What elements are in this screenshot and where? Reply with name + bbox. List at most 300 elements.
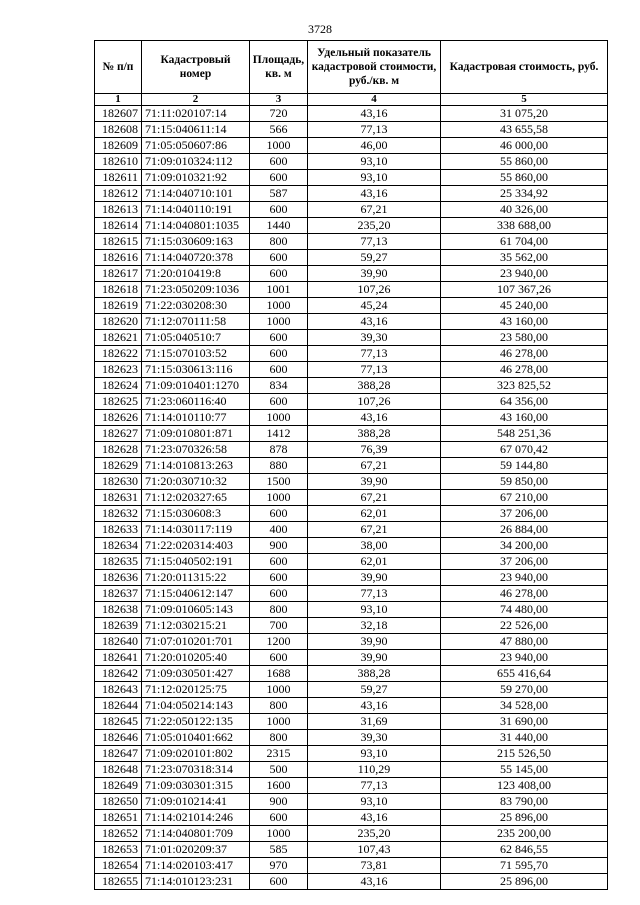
area: 600 [250, 250, 308, 266]
row-index: 182642 [95, 666, 142, 682]
unit-value: 46,00 [308, 138, 441, 154]
header-area: Площадь, кв. м [250, 41, 308, 94]
unit-value: 43,16 [308, 810, 441, 826]
cadastral-value: 31 075,20 [441, 106, 608, 122]
cadastral-number: 71:14:010110:77 [142, 410, 250, 426]
cadastral-value: 548 251,36 [441, 426, 608, 442]
table-row [95, 362, 608, 378]
area: 834 [250, 378, 308, 394]
cadastral-value: 43 160,00 [441, 314, 608, 330]
header-row [95, 41, 608, 94]
unit-value: 39,30 [308, 330, 441, 346]
cadastral-value: 64 356,00 [441, 394, 608, 410]
cadastral-number: 71:15:030609:163 [142, 234, 250, 250]
unit-value: 107,43 [308, 842, 441, 858]
cadastral-number: 71:23:070318:314 [142, 762, 250, 778]
unit-value: 388,28 [308, 426, 441, 442]
cadastral-number: 71:14:010813:263 [142, 458, 250, 474]
unit-value: 39,90 [308, 570, 441, 586]
table-row [95, 602, 608, 618]
area: 1000 [250, 490, 308, 506]
cadastral-number: 71:15:030613:116 [142, 362, 250, 378]
cadastral-number: 71:14:021014:246 [142, 810, 250, 826]
table-row [95, 266, 608, 282]
row-index: 182630 [95, 474, 142, 490]
cadastral-number: 71:12:020327:65 [142, 490, 250, 506]
cadastral-value: 47 880,00 [441, 634, 608, 650]
cadastral-value: 46 278,00 [441, 362, 608, 378]
area: 500 [250, 762, 308, 778]
area: 600 [250, 202, 308, 218]
cadastral-number: 71:09:010401:1270 [142, 378, 250, 394]
unit-value: 43,16 [308, 106, 441, 122]
table-row [95, 762, 608, 778]
unit-value: 77,13 [308, 362, 441, 378]
row-index: 182637 [95, 586, 142, 602]
row-index: 182618 [95, 282, 142, 298]
row-index: 182640 [95, 634, 142, 650]
row-index: 182610 [95, 154, 142, 170]
cadastral-number: 71:14:040710:101 [142, 186, 250, 202]
row-index: 182635 [95, 554, 142, 570]
row-index: 182638 [95, 602, 142, 618]
area: 800 [250, 698, 308, 714]
cadastral-number: 71:09:010605:143 [142, 602, 250, 618]
cadastral-value: 22 526,00 [441, 618, 608, 634]
unit-value: 59,27 [308, 250, 441, 266]
area: 800 [250, 730, 308, 746]
table-row [95, 794, 608, 810]
cadastral-number: 71:12:070111:58 [142, 314, 250, 330]
area: 1500 [250, 474, 308, 490]
unit-value: 76,39 [308, 442, 441, 458]
cadastral-number: 71:05:040510:7 [142, 330, 250, 346]
cadastral-number: 71:22:030208:30 [142, 298, 250, 314]
cadastral-value: 34 528,00 [441, 698, 608, 714]
cadastral-value: 25 334,92 [441, 186, 608, 202]
unit-value: 388,28 [308, 378, 441, 394]
unit-value: 67,21 [308, 202, 441, 218]
unit-value: 32,18 [308, 618, 441, 634]
row-index: 182623 [95, 362, 142, 378]
cadastral-number: 71:11:020107:14 [142, 106, 250, 122]
area: 600 [250, 554, 308, 570]
unit-value: 43,16 [308, 698, 441, 714]
cadastral-value: 61 704,00 [441, 234, 608, 250]
cadastral-number: 71:20:010419:8 [142, 266, 250, 282]
table-row [95, 234, 608, 250]
area: 600 [250, 570, 308, 586]
cadastral-number: 71:20:011315:22 [142, 570, 250, 586]
unit-value: 45,24 [308, 298, 441, 314]
unit-value: 39,90 [308, 650, 441, 666]
cadastral-value: 74 480,00 [441, 602, 608, 618]
row-index: 182620 [95, 314, 142, 330]
cadastral-number: 71:15:070103:52 [142, 346, 250, 362]
row-index: 182611 [95, 170, 142, 186]
unit-value: 38,00 [308, 538, 441, 554]
cadastral-value: 37 206,00 [441, 554, 608, 570]
unit-value: 110,29 [308, 762, 441, 778]
header-unit-value: Удельный показатель кадастровой стоимости, руб./кв. м [308, 41, 441, 94]
cadastral-number: 71:14:040110:191 [142, 202, 250, 218]
table-row [95, 474, 608, 490]
area: 900 [250, 794, 308, 810]
table-row [95, 506, 608, 522]
row-index: 182619 [95, 298, 142, 314]
row-index: 182629 [95, 458, 142, 474]
area: 600 [250, 346, 308, 362]
cadastral-number: 71:15:030608:3 [142, 506, 250, 522]
table-row [95, 426, 608, 442]
table-row [95, 138, 608, 154]
cadastral-value: 55 860,00 [441, 154, 608, 170]
table-row [95, 410, 608, 426]
area: 800 [250, 234, 308, 250]
table-row [95, 810, 608, 826]
cadastral-number: 71:23:060116:40 [142, 394, 250, 410]
area: 1000 [250, 410, 308, 426]
area: 1688 [250, 666, 308, 682]
cadastral-number: 71:07:010201:701 [142, 634, 250, 650]
cadastral-number: 71:14:020103:417 [142, 858, 250, 874]
table-row [95, 218, 608, 234]
unit-value: 235,20 [308, 826, 441, 842]
cadastral-number: 71:09:010801:871 [142, 426, 250, 442]
unit-value: 235,20 [308, 218, 441, 234]
row-index: 182621 [95, 330, 142, 346]
column-number: 3 [250, 94, 308, 106]
column-number: 1 [95, 94, 142, 106]
area: 1412 [250, 426, 308, 442]
table-row [95, 570, 608, 586]
row-index: 182617 [95, 266, 142, 282]
cadastral-number: 71:20:010205:40 [142, 650, 250, 666]
area: 970 [250, 858, 308, 874]
area: 566 [250, 122, 308, 138]
area: 600 [250, 170, 308, 186]
unit-value: 67,21 [308, 522, 441, 538]
area: 720 [250, 106, 308, 122]
header-cadastral-value: Кадастровая стоимость, руб. [441, 41, 608, 94]
row-index: 182626 [95, 410, 142, 426]
table-row [95, 442, 608, 458]
unit-value: 107,26 [308, 394, 441, 410]
area: 1000 [250, 298, 308, 314]
cadastral-value: 67 210,00 [441, 490, 608, 506]
table-row [95, 730, 608, 746]
row-index: 182628 [95, 442, 142, 458]
unit-value: 43,16 [308, 410, 441, 426]
area: 1200 [250, 634, 308, 650]
table-row [95, 186, 608, 202]
row-index: 182643 [95, 682, 142, 698]
row-index: 182615 [95, 234, 142, 250]
cadastral-number: 71:09:010324:112 [142, 154, 250, 170]
area: 600 [250, 874, 308, 890]
cadastral-value: 23 580,00 [441, 330, 608, 346]
row-index: 182631 [95, 490, 142, 506]
unit-value: 107,26 [308, 282, 441, 298]
unit-value: 73,81 [308, 858, 441, 874]
row-index: 182649 [95, 778, 142, 794]
row-index: 182652 [95, 826, 142, 842]
cadastral-number: 71:09:030501:427 [142, 666, 250, 682]
cadastral-value: 45 240,00 [441, 298, 608, 314]
area: 585 [250, 842, 308, 858]
cadastral-table [94, 40, 608, 890]
cadastral-value: 35 562,00 [441, 250, 608, 266]
cadastral-value: 23 940,00 [441, 650, 608, 666]
cadastral-value: 40 326,00 [441, 202, 608, 218]
table-row [95, 858, 608, 874]
cadastral-value: 338 688,00 [441, 218, 608, 234]
table-row [95, 586, 608, 602]
table-row [95, 282, 608, 298]
cadastral-number: 71:12:030215:21 [142, 618, 250, 634]
area: 600 [250, 154, 308, 170]
table-row [95, 698, 608, 714]
unit-value: 67,21 [308, 490, 441, 506]
row-index: 182645 [95, 714, 142, 730]
cadastral-number: 71:04:050214:143 [142, 698, 250, 714]
table-row [95, 330, 608, 346]
table-row [95, 202, 608, 218]
cadastral-value: 23 940,00 [441, 570, 608, 586]
cadastral-value: 62 846,55 [441, 842, 608, 858]
column-number-row [95, 94, 608, 106]
cadastral-number: 71:20:030710:32 [142, 474, 250, 490]
unit-value: 93,10 [308, 170, 441, 186]
row-index: 182650 [95, 794, 142, 810]
cadastral-value: 235 200,00 [441, 826, 608, 842]
cadastral-number: 71:14:010123:231 [142, 874, 250, 890]
cadastral-value: 67 070,42 [441, 442, 608, 458]
cadastral-number: 71:22:050122:135 [142, 714, 250, 730]
area: 600 [250, 586, 308, 602]
row-index: 182644 [95, 698, 142, 714]
row-index: 182616 [95, 250, 142, 266]
table-row [95, 874, 608, 890]
table-row [95, 106, 608, 122]
unit-value: 43,16 [308, 874, 441, 890]
table-row [95, 522, 608, 538]
table-row [95, 458, 608, 474]
table-body [95, 106, 608, 890]
table-row [95, 314, 608, 330]
cadastral-number: 71:14:040801:709 [142, 826, 250, 842]
cadastral-value: 83 790,00 [441, 794, 608, 810]
table-row [95, 298, 608, 314]
area: 600 [250, 810, 308, 826]
row-index: 182614 [95, 218, 142, 234]
area: 1000 [250, 714, 308, 730]
area: 880 [250, 458, 308, 474]
area: 2315 [250, 746, 308, 762]
area: 600 [250, 362, 308, 378]
unit-value: 77,13 [308, 234, 441, 250]
table-row [95, 378, 608, 394]
table-row [95, 714, 608, 730]
cadastral-value: 55 860,00 [441, 170, 608, 186]
area: 1000 [250, 138, 308, 154]
area: 878 [250, 442, 308, 458]
header-cadastral-number: Кадастровый номер [142, 41, 250, 94]
page-number: 3728 [308, 22, 332, 36]
row-index: 182625 [95, 394, 142, 410]
table-row [95, 778, 608, 794]
cadastral-value: 46 278,00 [441, 346, 608, 362]
row-index: 182622 [95, 346, 142, 362]
cadastral-value: 55 145,00 [441, 762, 608, 778]
row-index: 182654 [95, 858, 142, 874]
row-index: 182624 [95, 378, 142, 394]
cadastral-value: 25 896,00 [441, 874, 608, 890]
cadastral-number: 71:22:020314:403 [142, 538, 250, 554]
unit-value: 39,30 [308, 730, 441, 746]
cadastral-number: 71:12:020125:75 [142, 682, 250, 698]
cadastral-value: 46 278,00 [441, 586, 608, 602]
area: 1600 [250, 778, 308, 794]
area: 600 [250, 330, 308, 346]
row-index: 182634 [95, 538, 142, 554]
row-index: 182612 [95, 186, 142, 202]
area: 400 [250, 522, 308, 538]
unit-value: 67,21 [308, 458, 441, 474]
unit-value: 39,90 [308, 474, 441, 490]
table-row [95, 746, 608, 762]
table-row [95, 122, 608, 138]
row-index: 182647 [95, 746, 142, 762]
area: 900 [250, 538, 308, 554]
table-row [95, 826, 608, 842]
cadastral-number: 71:05:050607:86 [142, 138, 250, 154]
area: 600 [250, 266, 308, 282]
column-number: 2 [142, 94, 250, 106]
cadastral-number: 71:14:040801:1035 [142, 218, 250, 234]
table-row [95, 490, 608, 506]
table-row [95, 634, 608, 650]
cadastral-value: 34 200,00 [441, 538, 608, 554]
cadastral-number: 71:09:020101:802 [142, 746, 250, 762]
area: 600 [250, 650, 308, 666]
unit-value: 62,01 [308, 506, 441, 522]
unit-value: 93,10 [308, 794, 441, 810]
cadastral-value: 31 440,00 [441, 730, 608, 746]
unit-value: 39,90 [308, 266, 441, 282]
cadastral-value: 37 206,00 [441, 506, 608, 522]
cadastral-value: 46 000,00 [441, 138, 608, 154]
cadastral-number: 71:09:010214:41 [142, 794, 250, 810]
cadastral-number: 71:15:040612:147 [142, 586, 250, 602]
header-index: № п/п [95, 41, 142, 94]
cadastral-number: 71:23:070326:58 [142, 442, 250, 458]
cadastral-number: 71:15:040611:14 [142, 122, 250, 138]
row-index: 182633 [95, 522, 142, 538]
unit-value: 93,10 [308, 602, 441, 618]
unit-value: 62,01 [308, 554, 441, 570]
cadastral-value: 43 160,00 [441, 410, 608, 426]
unit-value: 93,10 [308, 154, 441, 170]
row-index: 182627 [95, 426, 142, 442]
cadastral-number: 71:05:010401:662 [142, 730, 250, 746]
row-index: 182607 [95, 106, 142, 122]
unit-value: 388,28 [308, 666, 441, 682]
cadastral-number: 71:14:030117:119 [142, 522, 250, 538]
column-number: 4 [308, 94, 441, 106]
cadastral-number: 71:23:050209:1036 [142, 282, 250, 298]
row-index: 182632 [95, 506, 142, 522]
unit-value: 77,13 [308, 778, 441, 794]
area: 600 [250, 506, 308, 522]
table-row [95, 842, 608, 858]
table-row [95, 650, 608, 666]
row-index: 182646 [95, 730, 142, 746]
cadastral-value: 59 270,00 [441, 682, 608, 698]
cadastral-value: 71 595,70 [441, 858, 608, 874]
table-row [95, 554, 608, 570]
cadastral-value: 43 655,58 [441, 122, 608, 138]
cadastral-value: 23 940,00 [441, 266, 608, 282]
table-row [95, 346, 608, 362]
row-index: 182608 [95, 122, 142, 138]
table-row [95, 170, 608, 186]
row-index: 182609 [95, 138, 142, 154]
area: 700 [250, 618, 308, 634]
cadastral-value: 59 850,00 [441, 474, 608, 490]
table-row [95, 666, 608, 682]
cadastral-value: 655 416,64 [441, 666, 608, 682]
area: 1000 [250, 314, 308, 330]
row-index: 182641 [95, 650, 142, 666]
cadastral-value: 31 690,00 [441, 714, 608, 730]
cadastral-number: 71:09:030301:315 [142, 778, 250, 794]
cadastral-number: 71:09:010321:92 [142, 170, 250, 186]
cadastral-value: 107 367,26 [441, 282, 608, 298]
table-row [95, 250, 608, 266]
area: 1440 [250, 218, 308, 234]
unit-value: 31,69 [308, 714, 441, 730]
cadastral-value: 59 144,80 [441, 458, 608, 474]
unit-value: 59,27 [308, 682, 441, 698]
area: 1000 [250, 826, 308, 842]
unit-value: 43,16 [308, 314, 441, 330]
row-index: 182639 [95, 618, 142, 634]
cadastral-value: 123 408,00 [441, 778, 608, 794]
row-index: 182636 [95, 570, 142, 586]
table-row [95, 682, 608, 698]
unit-value: 77,13 [308, 122, 441, 138]
area: 587 [250, 186, 308, 202]
row-index: 182653 [95, 842, 142, 858]
cadastral-value: 25 896,00 [441, 810, 608, 826]
cadastral-value: 215 526,50 [441, 746, 608, 762]
area: 1000 [250, 682, 308, 698]
unit-value: 93,10 [308, 746, 441, 762]
row-index: 182655 [95, 874, 142, 890]
table-row [95, 394, 608, 410]
table-row [95, 154, 608, 170]
row-index: 182651 [95, 810, 142, 826]
unit-value: 77,13 [308, 586, 441, 602]
cadastral-number: 71:01:020209:37 [142, 842, 250, 858]
area: 600 [250, 394, 308, 410]
unit-value: 39,90 [308, 634, 441, 650]
row-index: 182613 [95, 202, 142, 218]
column-number: 5 [441, 94, 608, 106]
table-row [95, 538, 608, 554]
area: 1001 [250, 282, 308, 298]
